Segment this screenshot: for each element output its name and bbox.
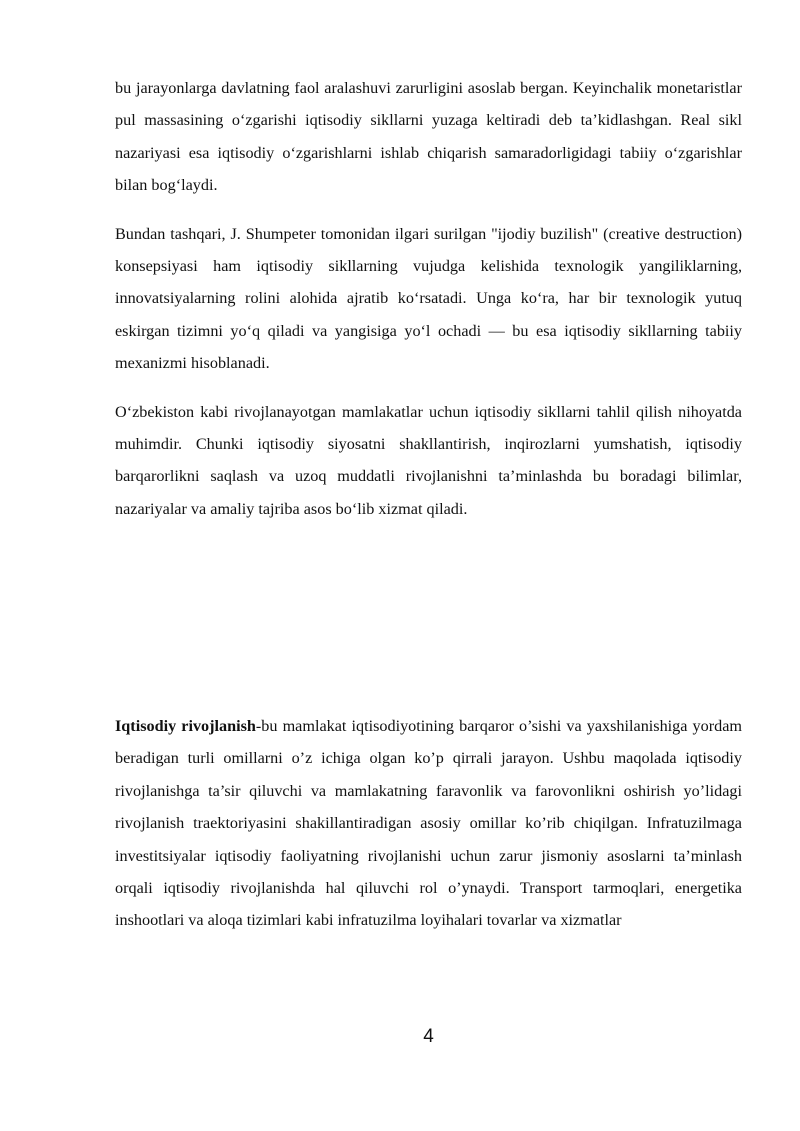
document-body (115, 72, 742, 525)
page-number: 4 (423, 1026, 434, 1047)
paragraph-economic-cycles-theories: bu jarayonlarga davlatning faol aralashuvi zarurligini asoslab bergan. Keyinchalik monetaristlar pul massasining o‘zgarishi iqtisodiy sikllarni yuzaga keltiradi deb ta’kidlashgan. Real sikl nazariyasi esa iqtisodiy o‘zgarishlarni ishlab chiqarish samaradorligidagi tabiiy o‘zgarishlar bilan bog‘laydi. (115, 79, 742, 195)
paragraph-schumpeter-creative-destruction: Bundan tashqari, J. Shumpeter tomonidan ilgari surilgan "ijodiy buzilish" (creative destruction) konsepsiyasi ham iqtisodiy sikllarning vujudga kelishida texnologik yangiliklarning, innovatsiyalarning rolini alohida ajratib ko‘rsatadi. Unga ko‘ra, har bir texnologik yutuq eskirgan tizimni yo‘q qiladi va yangisiga yo‘l ochadi — bu esa iqtisodiy sikllarning tabiiy mexanizmi hisoblanadi. (115, 224, 742, 373)
paragraph-economic-development (115, 710, 742, 937)
bold-term-economic-development: Iqtisodiy rivojlanish (115, 717, 256, 735)
economic-development-definition: -bu mamlakat iqtisodiyotining barqaror o’sishi va yaxshilanishiga yordam beradigan turli omillarni o’z ichiga olgan ko’p qirrali jarayon. Ushbu maqolada iqtisodiy rivojlanishga ta’sir qiluvchi va mamlakatning faravonlik va farovonlikni oshirish yo’lidagi rivojlanish traektoriyasini shakillantiradigan asosiy omillar ko’rib chiqilgan. Infratuzilmaga investitsiyalar iqtisodiy faoliyatning rivojlanishi uchun zarur jismoniy asoslarni ta’minlash orqali iqtisodiy rivojlanishda hal qiluvchi rol o’ynaydi. Transport tarmoqlari, energetika inshootlari va aloqa tizimlari kabi infratuzilma loyihalari tovarlar va xizmatlar (115, 717, 742, 930)
paragraph-uzbekistan-importance: O‘zbekiston kabi rivojlanayotgan mamlakatlar uchun iqtisodiy sikllarni tahlil qilish nihoyatda muhimdir. Chunki iqtisodiy siyosatni shakllantirish, inqirozlarni yumshatish, iqtisodiy barqarorlikni saqlash va uzoq muddatli rivojlanishni ta’minlashda bu boradagi bilimlar, nazariyalar va amaliy tajriba asos bo‘lib xizmat qiladi. (115, 402, 742, 518)
